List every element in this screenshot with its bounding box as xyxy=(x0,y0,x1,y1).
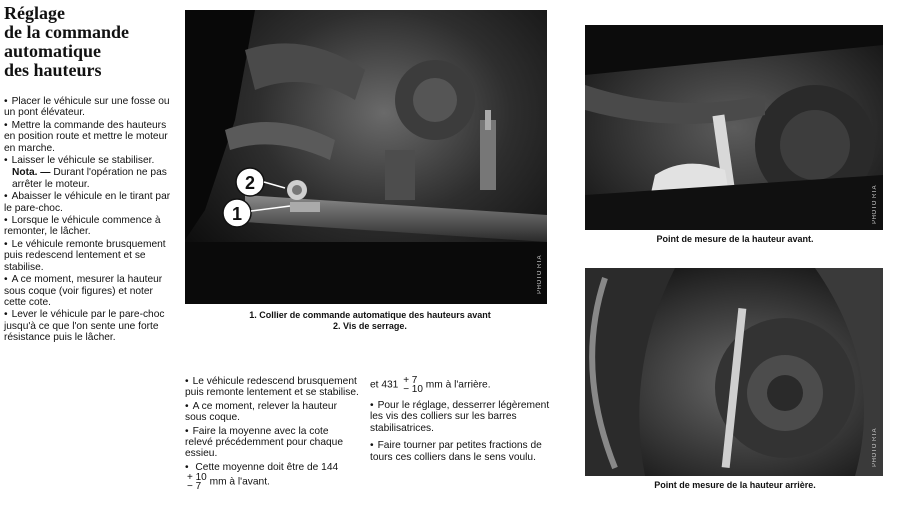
caption-line-1: 1. Collier de commande automatique des hauteurs avant xyxy=(249,310,491,320)
rear-prefix: et xyxy=(370,379,379,391)
main-photo xyxy=(185,10,547,304)
title-line: automatique xyxy=(4,41,102,61)
rear-measure-photo xyxy=(585,268,883,476)
instruction-item: • Faire la moyenne avec la cote relevé précédemment pour chaque essieu. xyxy=(185,426,359,460)
rear-tolerance-minus: − 10 xyxy=(403,384,423,395)
main-photo-caption xyxy=(200,310,540,332)
callout-2: 2 xyxy=(244,173,256,193)
title-line: Réglage xyxy=(4,3,65,23)
instruction-item xyxy=(185,462,359,491)
instruction-item: • A ce moment, mesurer la hauteur sous coque (voir figures) et noter cette cote. xyxy=(4,274,176,308)
rear-photo-caption: Point de mesure de la hauteur arrière. xyxy=(654,480,816,490)
title-line: de la commande xyxy=(4,22,129,42)
front-tolerance-minus: − 7 xyxy=(187,481,202,493)
front-height-photo xyxy=(585,25,883,230)
photo-credit: PHOTO RTA xyxy=(872,185,878,224)
page-title xyxy=(4,4,174,80)
instruction-item: • Lorsque le véhicule commence à remonter, le lâcher. xyxy=(4,215,176,238)
front-tolerance-plus: + 10 xyxy=(187,472,207,484)
rear-height-photo xyxy=(585,268,883,476)
right-column xyxy=(370,376,550,469)
instruction-item: • Placer le véhicule sur une fosse ou un pont élévateur. xyxy=(4,96,176,119)
rear-tolerance xyxy=(403,376,423,394)
instruction-item: • Le véhicule redescend brusquement puis remonte lentement et se stabilise. xyxy=(185,376,359,399)
rear-value: 431 xyxy=(381,379,399,391)
front-suffix: mm à l'avant. xyxy=(209,476,270,488)
front-value: 144 xyxy=(321,461,339,473)
nota-note xyxy=(4,167,176,190)
instruction-item: • Laisser le véhicule se stabiliser. xyxy=(4,155,176,166)
nota-text: Durant l'opération ne pas arrêter le moteur. xyxy=(12,167,167,190)
instruction-item: • Mettre la commande des hauteurs en position route et mettre le moteur en marche. xyxy=(4,120,176,154)
instruction-item: • A ce moment, relever la hauteur sous coque. xyxy=(185,401,359,424)
average-text: Cette moyenne doit être de xyxy=(195,461,319,473)
instruction-item: • Abaisser le véhicule en le tirant par le pare-choc. xyxy=(4,191,176,214)
engine-bay-photo xyxy=(185,10,547,304)
caption-line-2: 2. Vis de serrage. xyxy=(333,321,407,331)
photo-credit: PHOTO RTA xyxy=(872,428,878,467)
rear-tolerance-plus: + 7 xyxy=(403,375,418,386)
title-line: des hauteurs xyxy=(4,60,102,80)
callout-1: 1 xyxy=(231,204,243,224)
front-photo-caption: Point de mesure de la hauteur avant. xyxy=(656,234,814,244)
middle-column xyxy=(185,376,359,493)
instruction-item: • Lever le véhicule par le pare-choc jusqu'à ce que l'on sente une forte résistance puis le lâcher. xyxy=(4,309,176,343)
left-column xyxy=(4,96,176,345)
instruction-item: • Pour le réglage, desserrer légèrement les vis des colliers sur les barres stabilisatrices. xyxy=(370,400,550,434)
rear-suffix: mm à l'arrière. xyxy=(425,379,491,391)
photo-credit: PHOTO RTA xyxy=(537,255,543,294)
nota-label: Nota. — xyxy=(12,167,51,179)
front-tolerance xyxy=(187,473,207,491)
rear-spec xyxy=(370,376,550,394)
instruction-item: • Faire tourner par petites fractions de tours ces colliers dans le sens voulu. xyxy=(370,440,550,463)
instruction-item: • Le véhicule remonte brusquement puis redescend lentement et se stabilise. xyxy=(4,239,176,273)
front-measure-photo xyxy=(585,25,883,230)
